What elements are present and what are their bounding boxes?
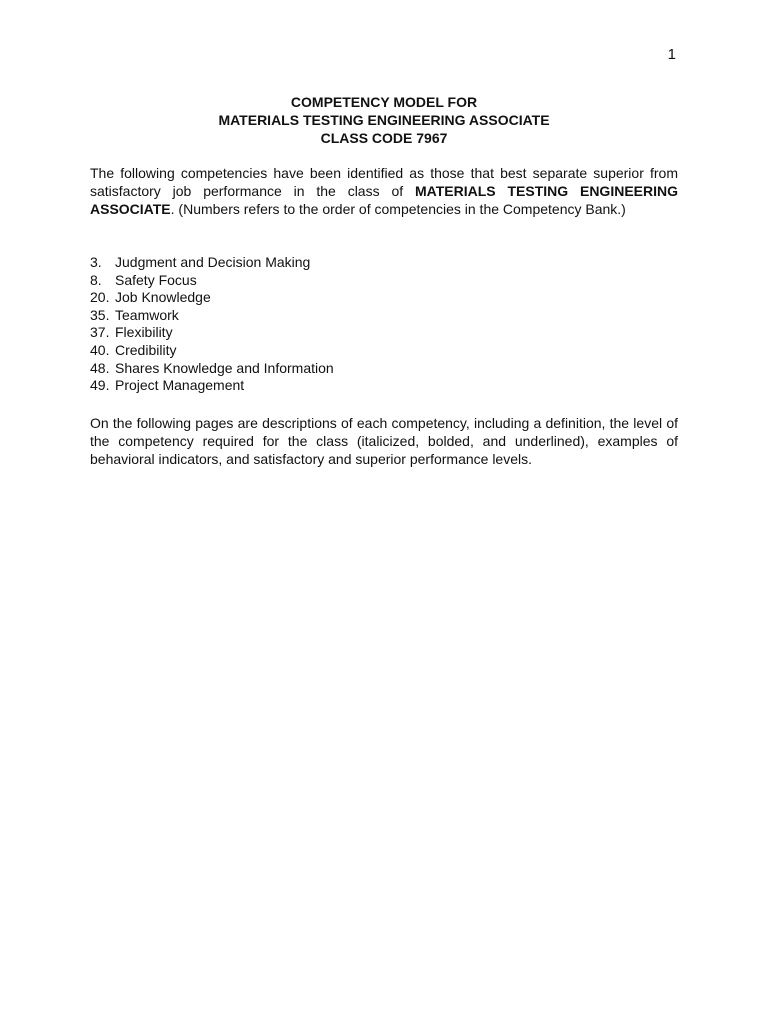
competency-number: 35. xyxy=(90,306,110,323)
intro-text-before: The following competencies have been identified as those that best separate superior from satisfactory job performance in the class of xyxy=(90,165,678,199)
competency-name: Job Knowledge xyxy=(115,289,211,306)
list-item xyxy=(90,254,678,272)
competency-name: Credibility xyxy=(115,341,177,358)
competency-name: Project Management xyxy=(115,377,245,394)
list-item xyxy=(90,360,678,378)
list-item xyxy=(90,324,678,342)
list-item xyxy=(90,272,678,290)
title-line-1: COMPETENCY MODEL FOR xyxy=(290,94,478,110)
title-line-2: MATERIALS TESTING ENGINEERING ASSOCIATE xyxy=(218,112,550,128)
competency-number: 3. xyxy=(90,254,102,270)
closing-paragraph: On the following pages are descriptions of each competency, including a definition, the level of the competency required for the class (italicized, bolded, and underlined), examples of behavioral indicators, and satisfactory and superior performance levels. xyxy=(90,415,678,467)
competency-name: Shares Knowledge and Information xyxy=(115,359,334,376)
page-number: 1 xyxy=(667,46,676,63)
competency-list xyxy=(90,254,678,395)
competency-number: 49. xyxy=(90,377,110,394)
competency-name: Judgment and Decision Making xyxy=(115,254,311,270)
list-item xyxy=(90,289,678,307)
competency-name: Safety Focus xyxy=(115,271,197,288)
competency-number: 20. xyxy=(90,289,110,306)
document-title xyxy=(0,93,768,147)
competency-name: Teamwork xyxy=(115,306,179,323)
competency-number: 40. xyxy=(90,341,110,358)
intro-paragraph xyxy=(90,164,678,218)
list-item xyxy=(90,377,678,395)
competency-number: 37. xyxy=(90,324,110,341)
intro-text-after: . (Numbers refers to the order of competencies in the Competency Bank.) xyxy=(170,201,626,217)
intro-class-name: MATERIALS TESTING ENGINEERING ASSOCIATE xyxy=(90,183,678,217)
list-item xyxy=(90,342,678,360)
competency-number: 48. xyxy=(90,359,110,376)
competency-name: Flexibility xyxy=(115,324,173,341)
competency-number: 8. xyxy=(90,271,102,288)
list-item xyxy=(90,307,678,325)
title-line-3: CLASS CODE 7967 xyxy=(320,130,448,146)
